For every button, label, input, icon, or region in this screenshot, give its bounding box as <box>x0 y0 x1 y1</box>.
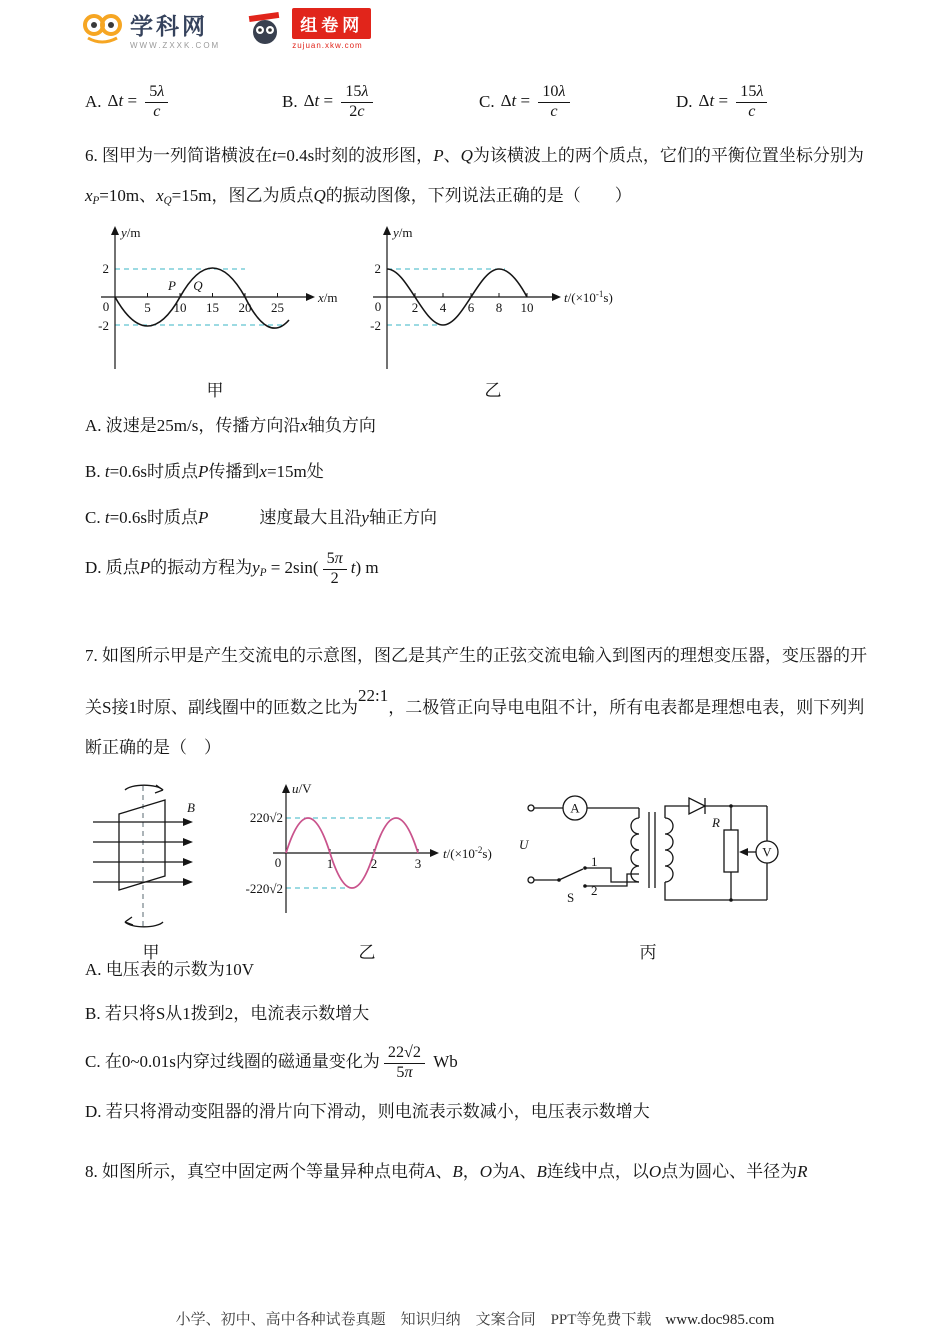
y-tick-neg2: -2 <box>370 318 381 333</box>
t-axis-label: $t/(\times 10^{-2}s)$ <box>443 845 492 861</box>
rotation-arrow-top <box>125 785 163 793</box>
fraction <box>323 550 347 588</box>
formula <box>699 83 772 121</box>
input-voltage-label: U <box>519 837 529 852</box>
vibration-graph <box>357 222 629 374</box>
zujuanwang-logo <box>246 8 371 50</box>
axes <box>273 784 439 913</box>
x-tick-25: 25 <box>271 300 284 315</box>
t-tick-4: 4 <box>439 300 447 315</box>
waveform-graph <box>85 222 345 374</box>
b-field-label: B <box>187 800 195 815</box>
formula-lhs: Δt = <box>107 90 142 110</box>
q7-option-d: D. 若只将滑动变阻器的滑片向下滑动，则电流表示数减小，电压表示数增大 <box>85 1102 650 1122</box>
slider-arrow <box>739 848 748 856</box>
figure-caption-bing: 丙 <box>639 943 657 962</box>
ammeter <box>563 796 587 820</box>
fraction-numerator: 5λ <box>149 82 165 100</box>
t-tick-3: 3 <box>414 856 422 871</box>
fraction <box>736 83 767 121</box>
origin-label: 0 <box>374 299 382 314</box>
ac-voltage-graph <box>231 778 503 936</box>
contact-1-label: 1 <box>591 854 598 869</box>
fraction <box>145 83 168 121</box>
option-c-unit: Wb <box>428 1051 458 1071</box>
option-label: B. <box>282 92 298 111</box>
y-tick-neg2: -2 <box>98 318 109 333</box>
figure-q7-yi <box>231 778 503 963</box>
fraction-denominator: c <box>736 102 767 122</box>
option-c-text: C. 在0~0.01s内穿过线圈的磁通量变化为 <box>85 1051 380 1071</box>
input-terminals <box>528 805 534 883</box>
fraction <box>384 1044 425 1082</box>
coil-loop <box>119 800 165 890</box>
figure-q7-bing <box>517 778 779 963</box>
y-tick-2: 2 <box>374 261 381 276</box>
question-7-text: 7. 如图所示甲是产生交流电的示意图，图乙是其产生的正弦交流电输入到图丙的理想变压器，变压器的开关S接1时原、副线圈中的匝数之比为22:1，二极管正向导电电阻不计，所有电表都是理想电表，则下列判断正确的是（ ） <box>85 646 867 757</box>
voltmeter <box>756 841 778 863</box>
question-6 <box>85 136 869 221</box>
selector-switch <box>557 854 597 905</box>
point-q-label: Q <box>193 278 203 293</box>
q6-option-a: A. 波速是25m/s，传播方向沿x轴负方向 <box>85 416 376 435</box>
x-tick-10: 10 <box>173 300 187 315</box>
question-7 <box>85 636 869 768</box>
x-axis-label: x/m <box>318 290 338 305</box>
fraction <box>538 83 569 121</box>
origin-label: 0 <box>102 299 110 314</box>
fraction-denominator: c <box>538 102 569 122</box>
t-axis-label: $t/(\times 10^{-1}s)$ <box>564 289 613 305</box>
fraction-numerator: 5π <box>326 550 343 567</box>
formula <box>501 83 574 121</box>
switch-label: S <box>567 890 575 905</box>
q7-option-a: A. 电压表的示数为10V <box>85 960 255 979</box>
page-footer <box>0 1308 950 1329</box>
fraction-numerator: 10λ <box>542 82 566 100</box>
contact-2-label: 2 <box>591 883 598 898</box>
axes <box>101 226 315 369</box>
figure-caption-jia: 甲 <box>206 381 224 400</box>
x-tick-5: 5 <box>144 300 151 315</box>
question-6-figures <box>85 222 629 401</box>
footer-site-link[interactable]: www.doc985.com <box>665 1312 775 1328</box>
fraction-numerator: 15λ <box>740 82 764 100</box>
owl-glasses-icon <box>80 10 122 48</box>
q5-option-c <box>479 83 676 121</box>
point-p-label: P <box>168 278 176 293</box>
t-tick-6: 6 <box>467 300 475 315</box>
figure-q6-yi <box>357 222 629 401</box>
formula-lhs: Δt = <box>698 90 733 110</box>
xuekewang-site-text: WWW.ZXXK.COM <box>130 41 221 50</box>
question-8-text: 8. 如图所示，真空中固定两个等量异种点电荷A、B，O为A、B连线中点，以O点为圆心、半径为R <box>85 1162 808 1181</box>
origin-label: 0 <box>274 855 282 870</box>
transformer <box>631 812 673 888</box>
t-tick-2: 2 <box>411 300 419 315</box>
x-tick-15: 15 <box>206 300 219 315</box>
q5-option-d <box>676 83 873 121</box>
question-6-options <box>85 412 869 602</box>
page-header <box>80 8 371 50</box>
u-axis-label: u/V <box>292 781 312 796</box>
question-6-text: 6. 图甲为一列简谐横波在t=0.4s时刻的波形图，P、Q为该横波上的两个质点，它们的平衡位置坐标分别为xP=10m、xQ=15m，图乙为质点Q的振动图像，下列说法正确的是（ ） <box>85 146 864 207</box>
t-tick-8: 8 <box>495 300 503 315</box>
u-peak-label: 220√2 <box>249 810 283 825</box>
figure-caption-jia: 甲 <box>142 943 160 962</box>
question-8 <box>85 1152 869 1192</box>
secondary-coil <box>665 818 673 882</box>
fraction-denominator: c <box>145 102 168 122</box>
zujuanwang-site-text: zujuan.xkw.com <box>292 41 363 50</box>
option-label: A. <box>85 92 102 111</box>
fraction-numerator: 22√2 <box>387 1044 421 1061</box>
option-d-text: D. 质点P的振动方程为yP = 2sin( <box>85 557 319 579</box>
u-trough-label: -220√2 <box>245 881 283 896</box>
diode <box>689 798 705 814</box>
xuekewang-logo-text: 学科网 <box>130 13 208 39</box>
resistor-label: R <box>712 815 720 830</box>
fraction-numerator: 15λ <box>345 82 369 100</box>
figure-caption-yi: 乙 <box>358 943 376 962</box>
figure-caption-yi: 乙 <box>484 381 502 400</box>
xuekewang-logo <box>80 8 220 50</box>
option-label: D. <box>676 92 693 111</box>
question-7-options <box>85 956 869 1142</box>
rheostat <box>711 806 756 900</box>
y-tick-2: 2 <box>102 261 109 276</box>
rotation-arrow-bottom <box>125 917 163 927</box>
fraction-denominator: 2c <box>341 102 372 122</box>
q5-option-b <box>282 83 479 121</box>
figure-q7-jia <box>85 778 217 963</box>
formula <box>108 83 173 121</box>
t-tick-1: 1 <box>326 856 334 871</box>
question-7-figures <box>85 778 779 963</box>
q6-option-d <box>85 550 869 588</box>
q6-option-c: C. t=0.6s时质点P 速度最大且沿y轴正方向 <box>85 508 437 527</box>
primary-coil <box>631 818 639 882</box>
y-axis-label: y/m <box>121 225 141 240</box>
fraction-denominator: 2 <box>323 569 347 589</box>
t-tick-10: 10 <box>520 300 534 315</box>
primary-circuit-wires <box>534 808 639 880</box>
generator-diagram <box>85 778 217 936</box>
ammeter-label: A <box>570 800 580 816</box>
transformer-circuit <box>517 778 779 936</box>
footer-text: 小学、初中、高中各种试卷真题 知识归纳 文案合同 PPT等免费下载 <box>175 1312 652 1328</box>
q5-option-a <box>85 83 282 121</box>
zujuanwang-logo-text: 组卷网 <box>292 8 371 39</box>
figure-q6-jia <box>85 222 345 401</box>
q7-option-c <box>85 1044 869 1082</box>
formula <box>304 83 377 121</box>
formula-lhs: Δt = <box>500 90 535 110</box>
graduate-owl-icon <box>246 10 284 48</box>
y-axis-label: y/m <box>393 225 413 240</box>
q6-option-b: B. t=0.6s时质点P传播到x=15m处 <box>85 462 324 481</box>
voltmeter-label: V <box>762 844 772 860</box>
fraction <box>341 83 372 121</box>
fraction-denominator: 5π <box>384 1063 425 1083</box>
t-tick-2: 2 <box>370 856 378 871</box>
option-label: C. <box>479 92 495 111</box>
formula-lhs: Δt = <box>303 90 338 110</box>
x-tick-20: 20 <box>238 300 252 315</box>
q5-options-row <box>85 80 875 124</box>
axes <box>373 226 561 369</box>
option-d-text-tail: t) m <box>350 557 379 577</box>
q7-option-b: B. 若只将S从1拨到2，电流表示数增大 <box>85 1004 370 1023</box>
